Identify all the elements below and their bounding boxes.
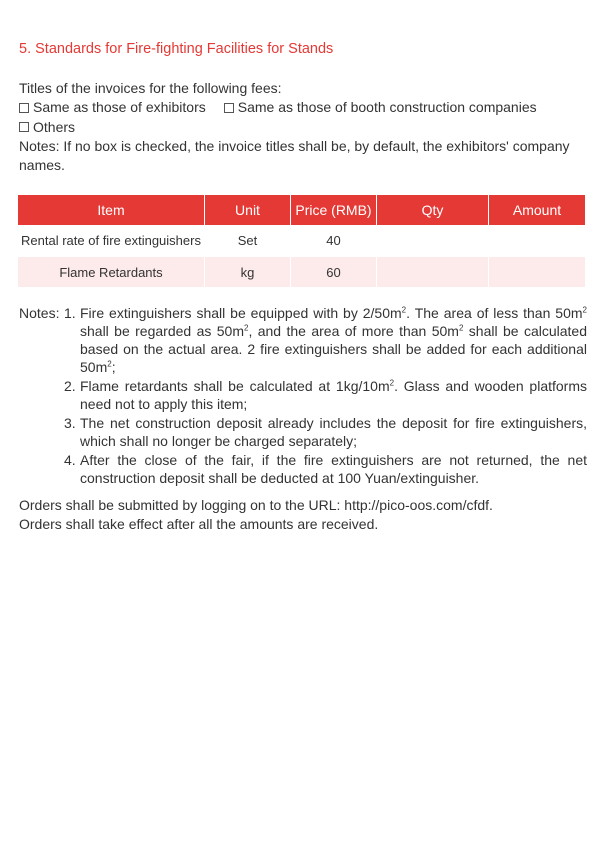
option-others-label: Others bbox=[33, 118, 76, 135]
note-4-text: After the close of the fair, if the fire extinguishers are not returned, the net construction deposit shall be deducted at 100 Yuan/extinguisher. bbox=[80, 452, 587, 486]
note-number: 2. bbox=[64, 378, 76, 394]
table-row bbox=[18, 257, 585, 287]
table-row bbox=[18, 225, 585, 255]
cell-item: Flame Retardants bbox=[18, 257, 205, 287]
cell-unit: kg bbox=[205, 257, 291, 287]
order-url-line: Orders shall be submitted by logging on to the URL: http://pico-oos.com/cfdf. bbox=[19, 497, 493, 513]
header-qty: Qty bbox=[377, 195, 489, 225]
cell-price: 60 bbox=[291, 257, 377, 287]
cell-amount[interactable] bbox=[489, 257, 585, 287]
notes-label: Notes: bbox=[19, 305, 60, 321]
header-price: Price (RMB) bbox=[291, 195, 377, 225]
cell-qty[interactable] bbox=[377, 225, 489, 255]
fees-table bbox=[18, 195, 585, 287]
cell-price: 40 bbox=[291, 225, 377, 255]
cell-amount[interactable] bbox=[489, 225, 585, 255]
invoice-titles-label: Titles of the invoices for the following fees: bbox=[19, 80, 282, 96]
note-number: 1. bbox=[64, 305, 76, 321]
checkbox-exhibitors[interactable] bbox=[19, 103, 29, 113]
option-booth-construction-label: Same as those of booth construction companies bbox=[237, 99, 537, 116]
invoice-title-options bbox=[19, 79, 587, 175]
table-header-row bbox=[18, 195, 585, 225]
note-number: 4. bbox=[64, 452, 76, 468]
cell-qty[interactable] bbox=[377, 257, 489, 287]
section-title: 5. Standards for Fire-fighting Facilities for Stands bbox=[19, 41, 334, 57]
order-effect-line: Orders shall take effect after all the amounts are received. bbox=[19, 516, 379, 532]
notes-list bbox=[19, 304, 587, 487]
option-exhibitors-label: Same as those of exhibitors bbox=[33, 99, 206, 116]
invoice-notes: Notes: If no box is checked, the invoice titles shall be, by default, the exhibitors' company names. bbox=[19, 137, 570, 174]
note-1-text: Fire extinguishers shall be equipped with by $2/50m^2$. The area of less than $50m^2$ shall be regarded as $50m^2$, and the area of more than $50m^2$ shall be calculated based on the actual area. 2 fire extinguishers shall be added for each additional $50m^2$; bbox=[80, 305, 587, 375]
cell-item: Rental rate of fire extinguishers bbox=[18, 225, 205, 255]
cell-unit: Set bbox=[205, 225, 291, 255]
header-unit: Unit bbox=[205, 195, 291, 225]
note-3-text: The net construction deposit already includes the deposit for fire extinguishers, which shall no longer be charged separately; bbox=[80, 415, 587, 449]
note-number: 3. bbox=[64, 415, 76, 431]
header-amount: Amount bbox=[489, 195, 585, 225]
note-2-text: Flame retardants shall be calculated at $1kg/10m^2$. Glass and wooden platforms need not to apply this item; bbox=[80, 378, 587, 412]
header-item: Item bbox=[18, 195, 205, 225]
order-instructions bbox=[19, 496, 493, 534]
checkbox-others[interactable] bbox=[19, 122, 29, 132]
checkbox-booth-construction[interactable] bbox=[224, 103, 234, 113]
